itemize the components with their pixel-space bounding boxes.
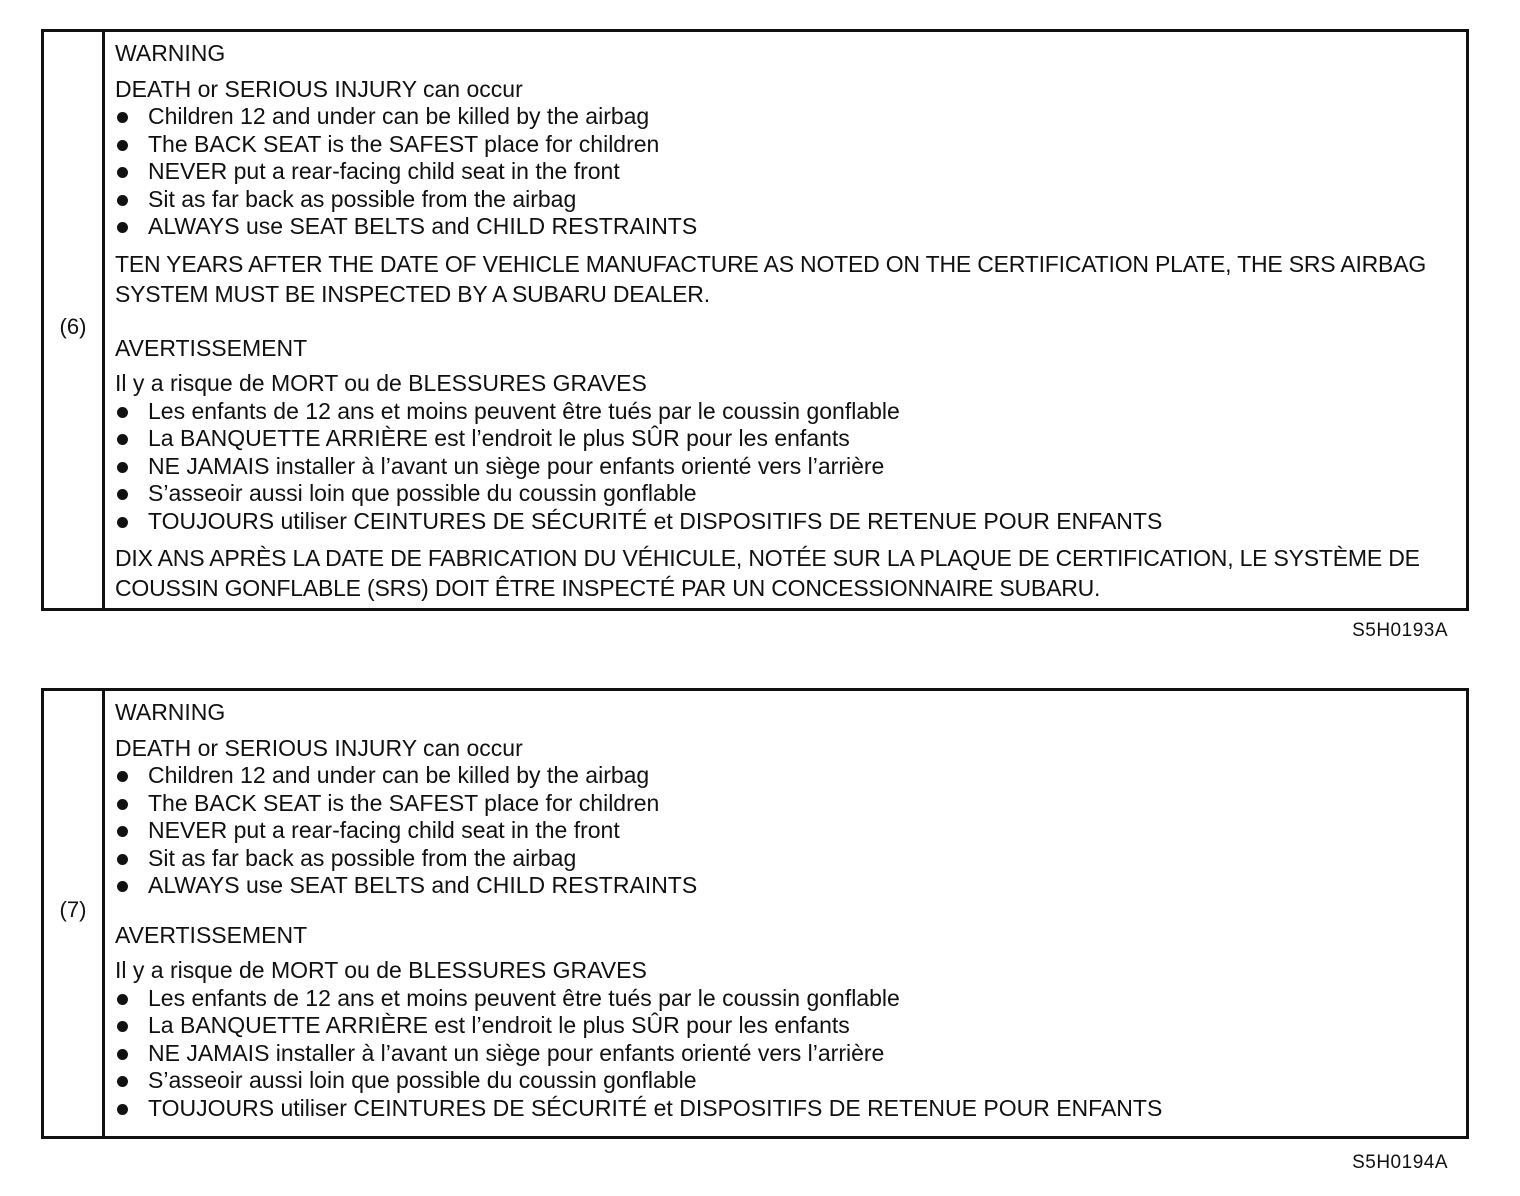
label-number: (7) bbox=[59, 897, 87, 922]
list-item: Les enfants de 12 ans et moins peuvent être tués par le coussin gonflable bbox=[115, 398, 1452, 426]
list-item: ALWAYS use SEAT BELTS and CHILD RESTRAINTS bbox=[115, 213, 1452, 241]
label-number: (6) bbox=[59, 314, 87, 339]
figure-reference-code: S5H0194A bbox=[1352, 1152, 1448, 1173]
avertissement-bullet-list bbox=[115, 985, 1452, 1123]
list-item: S’asseoir aussi loin que possible du coussin gonflable bbox=[115, 1067, 1452, 1095]
list-item: Sit as far back as possible from the airbag bbox=[115, 845, 1452, 873]
warning-bullet-list bbox=[115, 103, 1452, 241]
warning-heading: WARNING bbox=[115, 40, 226, 66]
warning-heading: WARNING bbox=[115, 699, 226, 725]
list-item: Children 12 and under can be killed by the airbag bbox=[115, 103, 1452, 131]
avertissement-heading: AVERTISSEMENT bbox=[115, 334, 308, 361]
label-text-content bbox=[105, 691, 1466, 1136]
list-item: TOUJOURS utiliser CEINTURES DE SÉCURITÉ et DISPOSITIFS DE RETENUE POUR ENFANTS bbox=[115, 1095, 1452, 1123]
figure-reference-code: S5H0193A bbox=[1352, 620, 1448, 641]
warning-label-6 bbox=[41, 29, 1469, 611]
avertissement-bullet-list bbox=[115, 398, 1452, 536]
avertissement-heading: AVERTISSEMENT bbox=[115, 921, 308, 948]
list-item: La BANQUETTE ARRIÈRE est l’endroit le plus SÛR pour les enfants bbox=[115, 425, 1452, 453]
warning-lead: DEATH or SERIOUS INJURY can occur bbox=[115, 734, 523, 761]
list-item: Les enfants de 12 ans et moins peuvent être tués par le coussin gonflable bbox=[115, 985, 1452, 1013]
warning-lead: DEATH or SERIOUS INJURY can occur bbox=[115, 75, 523, 102]
list-item: The BACK SEAT is the SAFEST place for children bbox=[115, 790, 1452, 818]
list-item: The BACK SEAT is the SAFEST place for children bbox=[115, 131, 1452, 159]
list-item: TOUJOURS utiliser CEINTURES DE SÉCURITÉ et DISPOSITIFS DE RETENUE POUR ENFANTS bbox=[115, 508, 1452, 536]
inspection-notice-fr: DIX ANS APRÈS LA DATE DE FABRICATION DU VÉHICULE, NOTÉE SUR LA PLAQUE DE CERTIFICATION, LE SYSTÈME DE COUSSIN GONFLABLE (SRS) DOIT ÊTRE INSPECTÉ PAR UN CONCESSIONNAIRE SUBARU. bbox=[115, 545, 1420, 601]
list-item: S’asseoir aussi loin que possible du coussin gonflable bbox=[115, 480, 1452, 508]
list-item: NE JAMAIS installer à l’avant un siège pour enfants orienté vers l’arrière bbox=[115, 453, 1452, 481]
list-item: Sit as far back as possible from the airbag bbox=[115, 186, 1452, 214]
list-item: La BANQUETTE ARRIÈRE est l’endroit le plus SÛR pour les enfants bbox=[115, 1012, 1452, 1040]
warning-bullet-list bbox=[115, 762, 1452, 900]
list-item: NEVER put a rear-facing child seat in the front bbox=[115, 158, 1452, 186]
inspection-notice-en: TEN YEARS AFTER THE DATE OF VEHICLE MANUFACTURE AS NOTED ON THE CERTIFICATION PLATE, THE SRS AIRBAG SYSTEM MUST BE INSPECTED BY A SUBARU DEALER. bbox=[115, 250, 1427, 307]
label-number-column bbox=[44, 691, 105, 1136]
avertissement-lead: Il y a risque de MORT ou de BLESSURES GRAVES bbox=[115, 370, 647, 396]
list-item: NEVER put a rear-facing child seat in the front bbox=[115, 817, 1452, 845]
label-number-column bbox=[44, 32, 105, 608]
list-item: Children 12 and under can be killed by the airbag bbox=[115, 762, 1452, 790]
warning-label-7 bbox=[41, 688, 1469, 1139]
list-item: NE JAMAIS installer à l’avant un siège pour enfants orienté vers l’arrière bbox=[115, 1040, 1452, 1068]
label-text-content bbox=[105, 32, 1466, 608]
list-item: ALWAYS use SEAT BELTS and CHILD RESTRAINTS bbox=[115, 872, 1452, 900]
avertissement-lead: Il y a risque de MORT ou de BLESSURES GRAVES bbox=[115, 957, 647, 983]
